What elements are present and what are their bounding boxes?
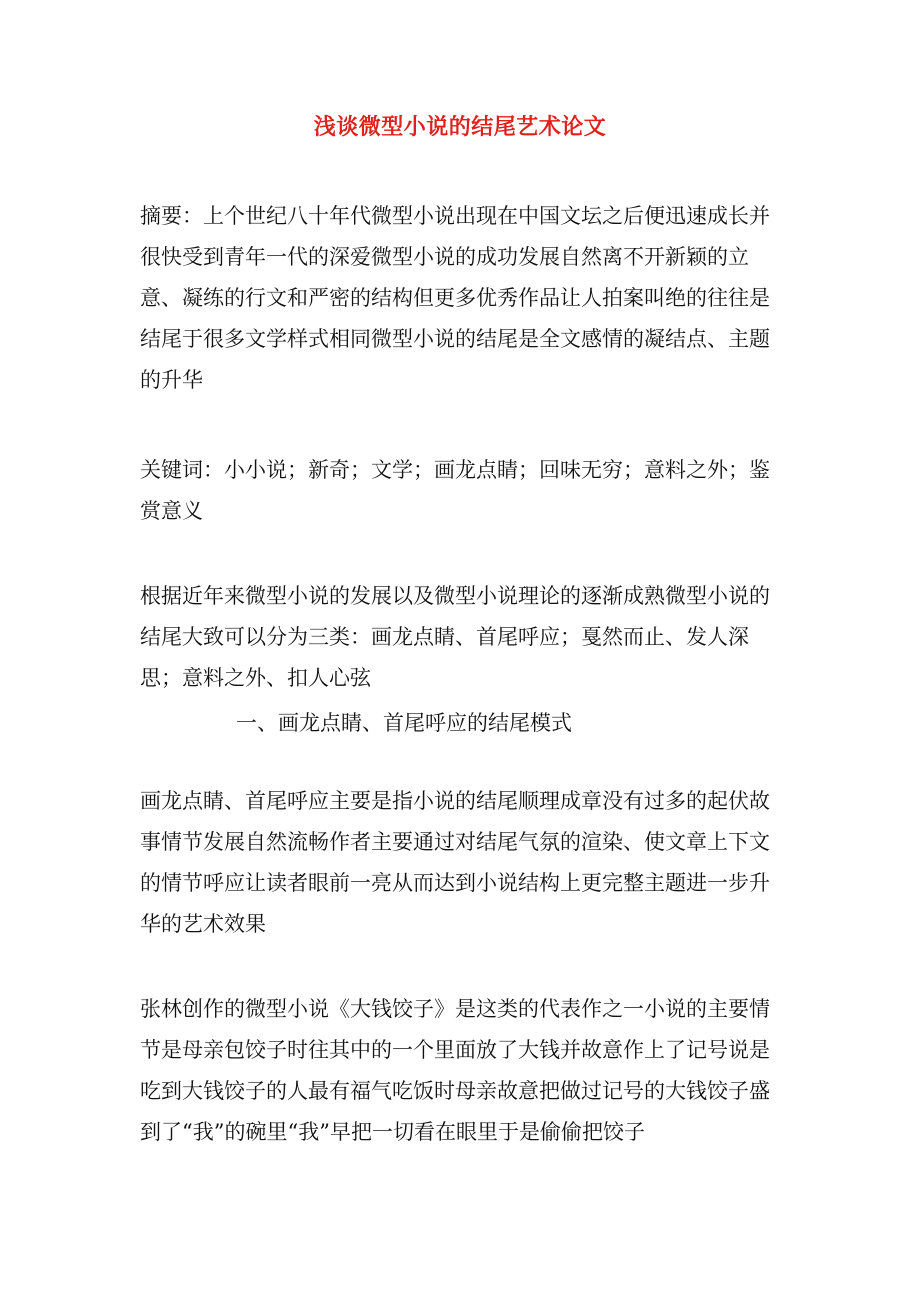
document-title: 浅谈微型小说的结尾艺术论文: [313, 114, 607, 140]
body-paragraph: 张林创作的微型小说《大钱饺子》是这类的代表作之一小说的主要情节是母亲包饺子时往其中的一个里面放了大钱并故意作上了记号说是吃到大钱饺子的人最有福气吃饭时母亲故意把做过记号的大钱饺子盛到了“我”的碗里“我”早把一切看在眼里于是偷偷把饺子: [140, 997, 770, 1144]
intro-paragraph: 根据近年来微型小说的发展以及微型小说理论的逐渐成熟微型小说的结尾大致可以分为三类：画龙点睛、首尾呼应；戛然而止、发人深思；意料之外、扣人心弦: [140, 584, 770, 690]
keywords-paragraph: 关键词：小小说；新奇；文学；画龙点睛；回味无穷；意料之外；鉴赏意义: [140, 458, 770, 523]
section-heading: 一、画龙点睛、首尾呼应的结尾模式: [236, 711, 572, 735]
abstract-paragraph: 摘要：上个世纪八十年代微型小说出现在中国文坛之后便迅速成长并很快受到青年一代的深爱微型小说的成功发展自然离不开新颖的立意、凝练的行文和严密的结构但更多优秀作品让人拍案叫绝的往往是结尾于很多文学样式相同微型小说的结尾是全文感情的凝结点、主题的升华: [140, 204, 770, 392]
body-paragraph: 画龙点睛、首尾呼应主要是指小说的结尾顺理成章没有过多的起伏故事情节发展自然流畅作者主要通过对结尾气氛的渲染、使文章上下文的情节呼应让读者眼前一亮从而达到小说结构上更完整主题进一步升华的艺术效果: [140, 789, 770, 936]
